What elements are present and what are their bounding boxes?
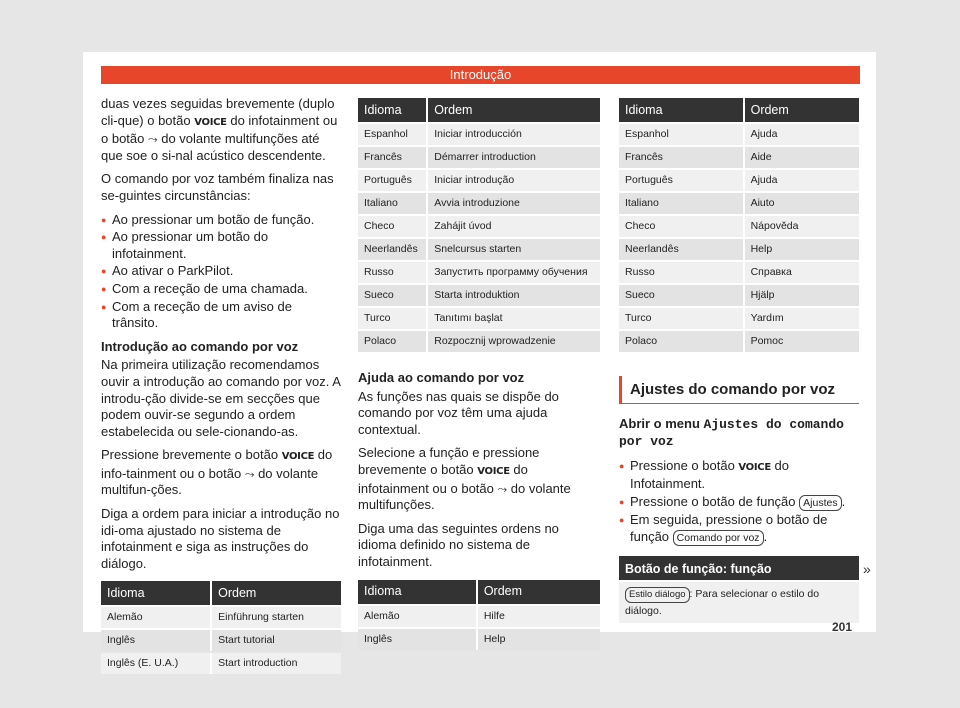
table-row: Alemão Hilfe	[358, 606, 600, 627]
function-table	[619, 556, 859, 624]
table-row: Português Iniciar introdução	[358, 170, 600, 191]
list-item: ● Com a receção de um aviso de trânsito.	[101, 299, 341, 332]
table-row: Checo Zahájit úvod	[358, 216, 600, 237]
function-button-label: Ajustes	[799, 495, 841, 511]
paragraph: Na primeira utilização recomendamos ouvir a introdução ao comando por voz. A introdu-ção divide-se em secções que podem ouvir-se segundo a ordem estabelecida ou sele-cionando-as.	[101, 357, 341, 439]
table-row: Inglês Start tutorial	[101, 630, 341, 651]
language-table	[358, 96, 600, 354]
steering-voice-icon: ⤳	[148, 132, 158, 147]
table-row: Turco Tanıtımı başlat	[358, 308, 600, 329]
table-row: Inglês (E. U.A.) Start introduction	[101, 653, 341, 674]
language-table	[358, 578, 600, 652]
subheading: Introdução ao comando por voz	[101, 338, 299, 354]
paragraph: Abrir o menu Ajustes do comando por voz	[619, 415, 844, 450]
voice-button-icon: VOICE	[281, 451, 315, 463]
page-header: Introdução	[101, 66, 860, 84]
paragraph: Diga a ordem para iniciar a introdução no idi-oma ajustado no sistema de infotainment e siga as instruções do diálogo.	[101, 506, 340, 571]
table-row: Italiano Aiuto	[619, 193, 859, 214]
table-header: Botão de função: função	[619, 556, 859, 580]
paragraph: Diga uma das seguintes ordens no idioma definido no sistema de infotainment.	[358, 520, 559, 569]
bullet-list	[619, 458, 859, 546]
table-row: Checo Nápověda	[619, 216, 859, 237]
page-number: 201	[832, 620, 853, 634]
paragraph: Selecione a função e pressione brevemente o botão VOICE do infotainment ou o botão ⤳ do volante multifunções.	[358, 445, 571, 513]
function-button-label: Comando por voz	[673, 530, 764, 546]
table-row: Neerlandês Help	[619, 239, 859, 260]
paragraph: O comando por voz também finaliza nas se-guintes circunstâncias:	[101, 171, 334, 203]
menu-name: Ajustes do comando por voz	[619, 416, 844, 450]
table-header: Ordem	[210, 581, 341, 605]
steering-voice-icon: ⤳	[497, 481, 508, 496]
bullet-list	[101, 212, 341, 332]
table-row: Polaco Rozpocznij wprowadzenie	[358, 331, 600, 352]
subheading: Ajuda ao comando por voz	[358, 370, 525, 385]
voice-button-icon: VOICE	[194, 116, 227, 128]
list-item: ● Ao pressionar um botão de função.	[101, 212, 341, 229]
table-row: Português Ajuda	[619, 170, 859, 191]
list-item: ● Com a receção de uma chamada.	[101, 281, 341, 298]
function-button-label: Estilo diálogo	[625, 587, 690, 603]
table-row: Sueco Hjälp	[619, 285, 859, 306]
section-title: Ajustes do comando por voz	[619, 376, 859, 404]
table-header: Idioma	[101, 581, 210, 605]
steering-voice-icon: ⤳	[244, 466, 255, 481]
paragraph: Pressione brevemente o botão VOICE do info-tainment ou o botão ⤳ do volante multifun-ções.	[101, 447, 333, 498]
column-1	[101, 96, 341, 676]
list-item: ● Pressione o botão de função Ajustes .	[619, 494, 859, 511]
language-table	[101, 579, 341, 676]
voice-button-icon: VOICE	[738, 461, 771, 473]
list-item: ● Ao pressionar um botão do infotainment.	[101, 229, 341, 262]
table-header: Idioma	[358, 580, 476, 604]
table-row: Russo Запустить программу обучения	[358, 262, 600, 283]
column-2	[358, 96, 600, 652]
continue-arrow-icon: »	[863, 561, 871, 577]
list-item: ● Pressione o botão VOICE do Infotainment.	[619, 458, 859, 493]
table-row: Estilo diálogo : Para selecionar o estilo do diálogo.	[619, 582, 859, 624]
table-header: Idioma	[358, 98, 426, 122]
table-row: Alemão Einführung starten	[101, 607, 341, 628]
table-row: Polaco Pomoc	[619, 331, 859, 352]
paragraph: As funções nas quais se dispõe do comando por voz têm uma ajuda contextual.	[358, 388, 559, 437]
table-header: Ordem	[743, 98, 859, 122]
table-row: Turco Yardım	[619, 308, 859, 329]
list-item: ● Ao ativar o ParkPilot.	[101, 263, 341, 280]
language-table	[619, 96, 859, 354]
table-row: Russo Справка	[619, 262, 859, 283]
table-row: Espanhol Ajuda	[619, 124, 859, 145]
table-row: Inglês Help	[358, 629, 600, 650]
table-row: Francês Aide	[619, 147, 859, 168]
table-header: Ordem	[476, 580, 600, 604]
table-row: Neerlandês Snelcursus starten	[358, 239, 600, 260]
paragraph: duas vezes seguidas brevemente (duplo cli-que) o botão VOICE do infotainment ou o botão ⤳ do volante multifunções até que soe o si-nal acústico descendente.	[101, 96, 338, 163]
table-row: Italiano Avvia introduzione	[358, 193, 600, 214]
table-header: Ordem	[426, 98, 600, 122]
table-header: Idioma	[619, 98, 743, 122]
voice-button-icon: VOICE	[477, 465, 510, 477]
table-row: Francês Démarrer introduction	[358, 147, 600, 168]
table-row: Sueco Starta introduktion	[358, 285, 600, 306]
list-item: ● Em seguida, pressione o botão de função Comando por voz .	[619, 512, 859, 546]
table-row: Espanhol Iniciar introducción	[358, 124, 600, 145]
column-3	[619, 96, 859, 623]
